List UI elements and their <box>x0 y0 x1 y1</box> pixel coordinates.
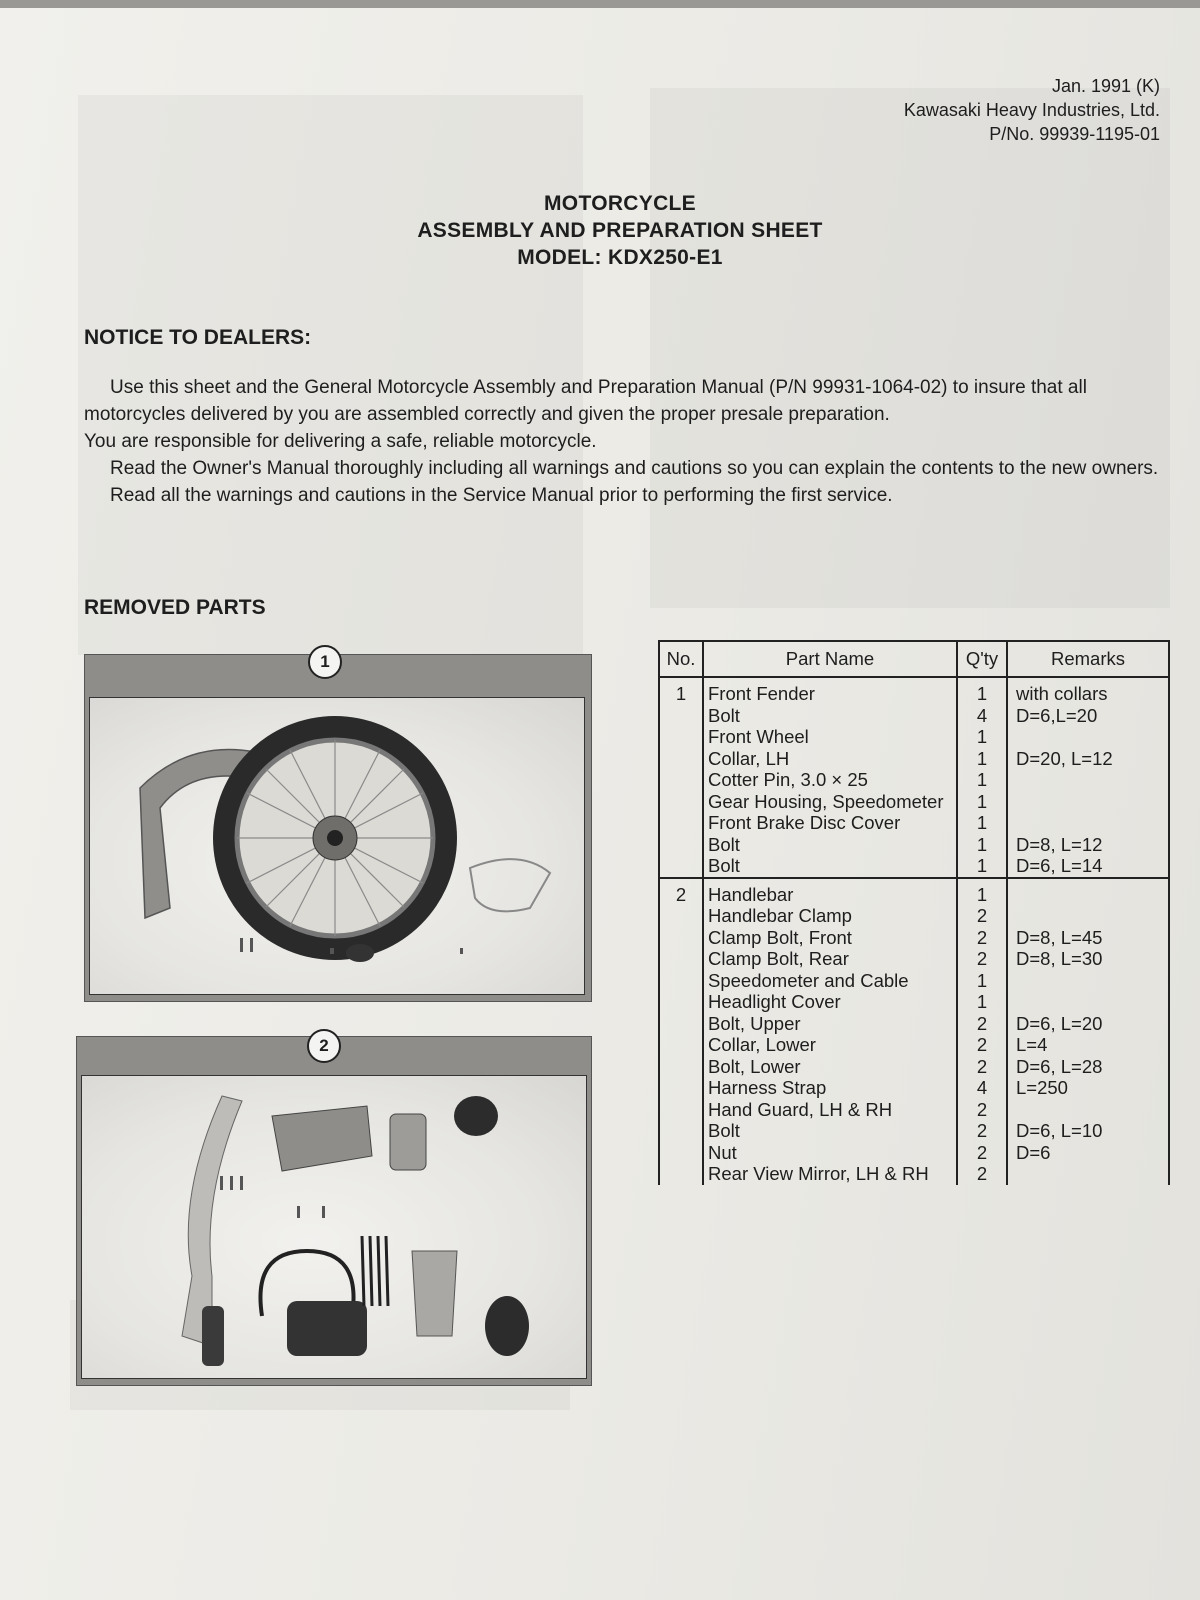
part-quantity: 1 <box>976 747 988 769</box>
part-remarks: D=8, L=30 <box>1016 948 1103 969</box>
company-name: Kawasaki Heavy Industries, Ltd. <box>903 100 1160 120</box>
part-name: Harness Strap <box>708 1077 827 1098</box>
harness-straps <box>362 1236 388 1306</box>
document-title <box>360 190 880 271</box>
part-remarks <box>1016 726 1164 748</box>
column-header-remarks: Remarks <box>1007 641 1169 677</box>
part-remarks <box>1016 791 1164 813</box>
table-row <box>659 878 1169 1185</box>
part-name-cell <box>703 677 957 878</box>
part-remarks: with collars <box>1016 683 1108 704</box>
photo-2-frame <box>81 1075 587 1379</box>
notice-body <box>84 374 1164 509</box>
part-remarks <box>1016 769 1164 791</box>
part-name: Bolt, Upper <box>708 1012 801 1034</box>
part-quantity: 1 <box>976 991 988 1012</box>
title-line-1: MOTORCYCLE <box>544 192 696 215</box>
part-remarks: D=6 <box>1016 1141 1051 1163</box>
removed-parts-heading: REMOVED PARTS <box>84 596 266 619</box>
part-quantity: 2 <box>976 1120 988 1141</box>
part-remarks <box>1016 1163 1164 1185</box>
column-header-part-name: Part Name <box>703 641 957 677</box>
notice-paragraph-1b: You are responsible for delivering a safe, reliable motorcycle. <box>84 431 597 452</box>
part-quantity: 2 <box>976 1012 988 1034</box>
group-number-cell <box>659 878 703 1185</box>
quantity-cell <box>957 677 1007 878</box>
document-part-number: P/No. 99939-1195-01 <box>989 124 1160 144</box>
removed-parts-table <box>658 640 1170 1185</box>
speedometer-gear-housing-shape <box>346 944 374 962</box>
part-quantity: 1 <box>976 969 988 991</box>
part-quantity: 1 <box>976 683 988 704</box>
part-name: Bolt <box>708 1120 740 1141</box>
part-remarks <box>1016 970 1164 992</box>
part-name: Front Brake Disc Cover <box>708 812 901 833</box>
hand-grip-shape <box>202 1306 224 1366</box>
part-quantity: 4 <box>976 1077 988 1098</box>
group-number-cell <box>659 677 703 878</box>
column-header-no: No. <box>659 641 703 677</box>
part-quantity: 2 <box>976 905 988 926</box>
part-quantity: 1 <box>976 769 988 790</box>
part-name: Bolt <box>708 833 740 855</box>
part-remarks: D=6,L=20 <box>1016 704 1098 726</box>
notice-paragraph-3: Read all the warnings and cautions in the Service Manual prior to performing the first service. <box>110 485 893 506</box>
notice-paragraph-2: Read the Owner's Manual thoroughly including all warnings and cautions so you can explain the contents to the new owners. <box>110 458 1159 479</box>
headlight-cover-shape <box>272 1106 372 1171</box>
part-name: Speedometer and Cable <box>708 969 909 991</box>
photo-2-number-badge: 2 <box>307 1029 341 1063</box>
part-remarks: L=250 <box>1016 1077 1068 1098</box>
table-header-row <box>659 641 1169 677</box>
photo-front-wheel-parts <box>84 654 592 1002</box>
part-name: Nut <box>708 1141 737 1163</box>
column-header-qty: Q'ty <box>957 641 1007 677</box>
part-name: Front Fender <box>708 683 815 704</box>
part-quantity: 2 <box>976 926 988 948</box>
title-line-3: MODEL: KDX250-E1 <box>517 246 723 269</box>
part-remarks: D=6, L=10 <box>1016 1120 1103 1141</box>
part-name: Headlight Cover <box>708 991 841 1012</box>
part-quantity: 1 <box>976 833 988 855</box>
bleed-through-right <box>650 88 1170 608</box>
clamp-bolts-group <box>220 1176 325 1218</box>
document-header-meta <box>904 74 1160 146</box>
part-name: Rear View Mirror, LH & RH <box>708 1163 929 1184</box>
part-quantity: 1 <box>976 726 988 747</box>
part-name: Bolt, Lower <box>708 1055 801 1077</box>
table-row <box>659 677 1169 878</box>
speedometer-shape <box>287 1301 367 1356</box>
table-group-2 <box>659 878 1169 1185</box>
part-remarks <box>1016 884 1164 906</box>
part-remarks <box>1016 905 1164 927</box>
part-name: Handlebar <box>708 883 794 905</box>
part-quantity: 2 <box>976 1141 988 1163</box>
notice-heading: NOTICE TO DEALERS: <box>84 326 312 349</box>
part-quantity: 2 <box>976 948 988 969</box>
part-quantity: 2 <box>976 1163 988 1184</box>
part-quantity: 2 <box>976 1055 988 1077</box>
part-name: Collar, LH <box>708 747 790 769</box>
part-name-cell <box>703 878 957 1185</box>
part-quantity: 4 <box>976 704 988 726</box>
number-plate-shape <box>412 1251 457 1336</box>
remarks-cell <box>1007 878 1169 1185</box>
table-group-1 <box>659 677 1169 878</box>
part-name: Gear Housing, Speedometer <box>708 790 944 812</box>
hand-guard-shape <box>390 1114 426 1170</box>
part-remarks: D=8, L=12 <box>1016 833 1103 855</box>
notice-paragraph-1: Use this sheet and the General Motorcycle Assembly and Preparation Manual (P/N 99931-1064-02) to insure that all motorcycles delivered by you are assembled correctly and given the proper presale preparation. <box>84 377 1087 425</box>
part-name: Handlebar Clamp <box>708 905 852 926</box>
part-name: Clamp Bolt, Rear <box>708 948 849 969</box>
part-remarks: D=6, L=14 <box>1016 855 1103 876</box>
part-name: Bolt <box>708 704 740 726</box>
part-quantity: 2 <box>976 1034 988 1055</box>
part-name: Cotter Pin, 3.0 × 25 <box>708 769 868 790</box>
part-remarks: D=6, L=20 <box>1016 1012 1103 1034</box>
part-remarks <box>1016 812 1164 834</box>
photo-1-frame <box>89 697 585 995</box>
part-remarks: D=8, L=45 <box>1016 926 1103 948</box>
rear-view-mirror-2-shape <box>485 1296 529 1356</box>
handlebar-parts-illustration <box>82 1076 586 1378</box>
part-remarks: D=20, L=12 <box>1016 747 1113 769</box>
part-quantity: 2 <box>976 1098 988 1120</box>
part-name: Front Wheel <box>708 726 809 747</box>
remarks-cell <box>1007 677 1169 878</box>
group-number: 1 <box>675 683 687 704</box>
paper-edge <box>0 0 1200 8</box>
part-name: Bolt <box>708 855 740 876</box>
quantity-cell <box>957 878 1007 1185</box>
part-quantity: 1 <box>976 812 988 833</box>
part-remarks <box>1016 1099 1164 1121</box>
title-line-2: ASSEMBLY AND PREPARATION SHEET <box>417 219 823 242</box>
group-number: 2 <box>675 883 687 905</box>
photo-1-number-badge: 1 <box>308 645 342 679</box>
wheel-axle-hole <box>327 830 343 846</box>
part-remarks: D=6, L=28 <box>1016 1055 1103 1077</box>
part-quantity: 1 <box>976 883 988 905</box>
rear-view-mirror-shape <box>454 1096 498 1136</box>
part-remarks: L=4 <box>1016 1034 1048 1055</box>
front-wheel-parts-illustration <box>90 698 584 994</box>
part-name: Collar, Lower <box>708 1034 816 1055</box>
photo-handlebar-parts <box>76 1036 592 1386</box>
part-quantity: 1 <box>976 855 988 876</box>
part-name: Hand Guard, LH & RH <box>708 1098 893 1120</box>
brake-disc-cover-shape <box>470 859 550 911</box>
part-name: Clamp Bolt, Front <box>708 926 852 948</box>
part-remarks <box>1016 991 1164 1013</box>
document-date: Jan. 1991 (K) <box>1051 76 1160 96</box>
part-quantity: 1 <box>976 790 988 812</box>
